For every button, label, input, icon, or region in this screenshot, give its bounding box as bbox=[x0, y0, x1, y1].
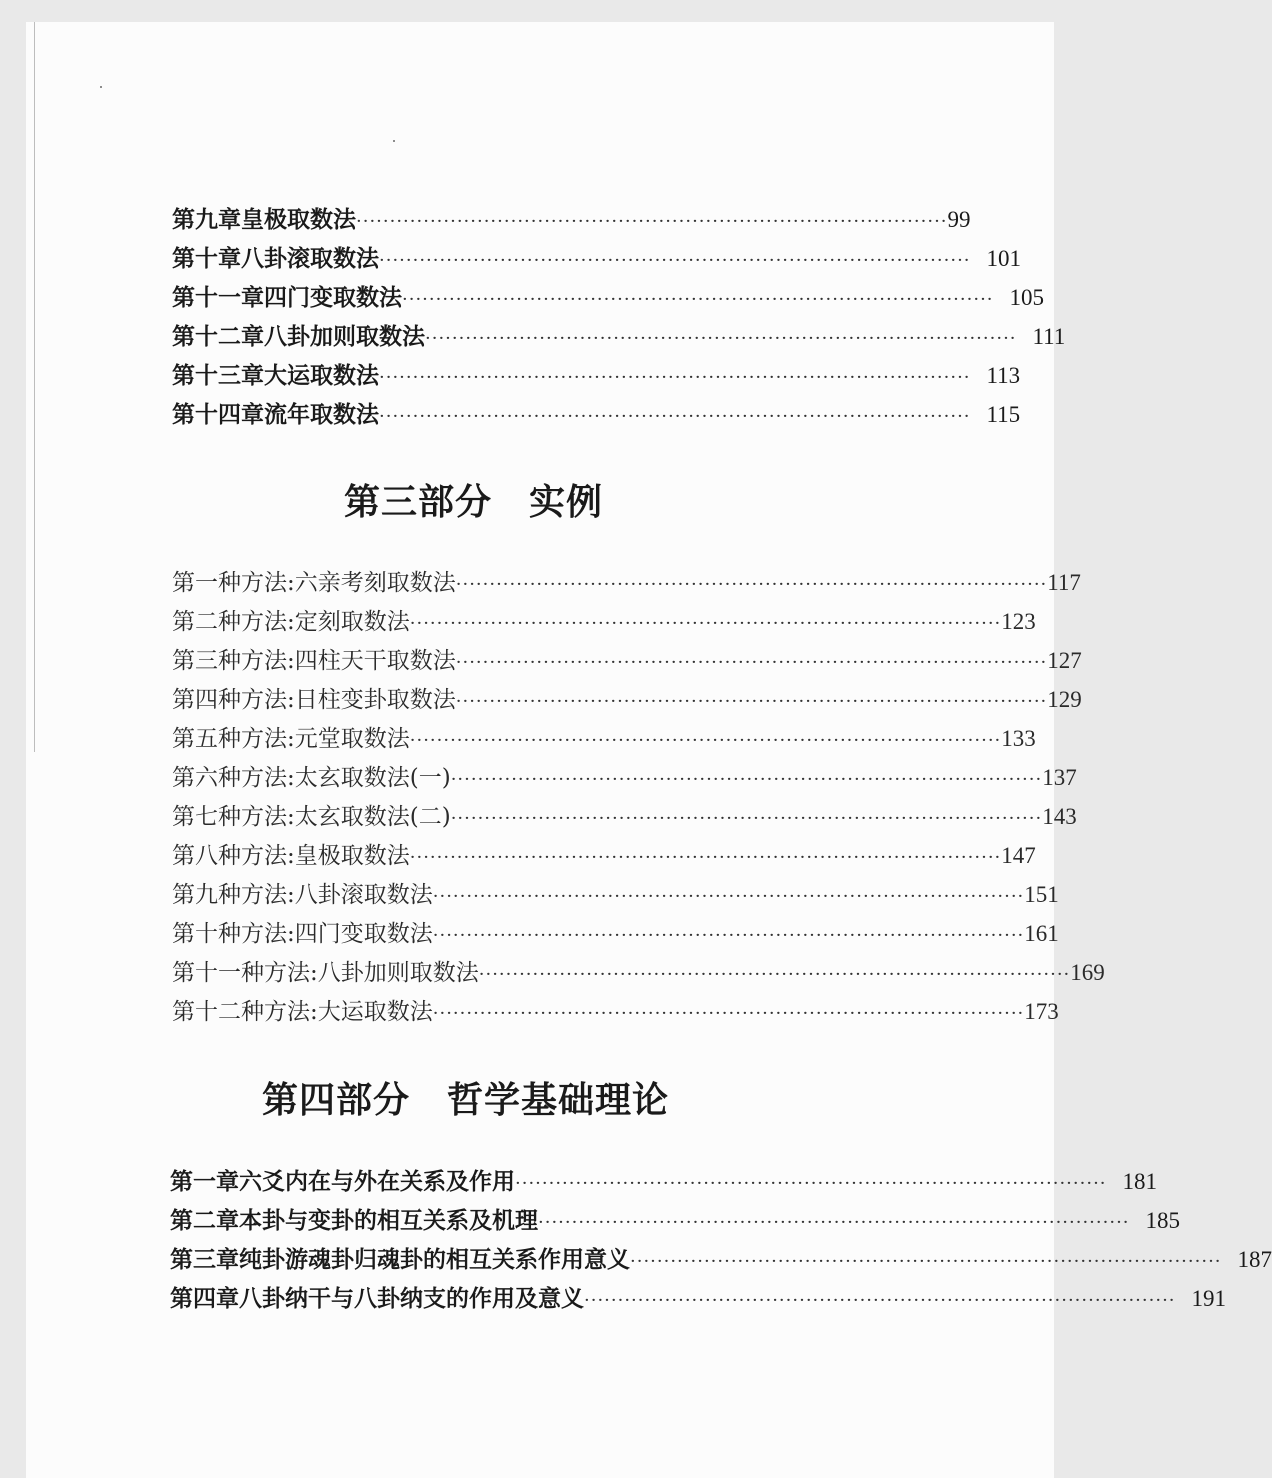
page-number: 117 bbox=[1047, 570, 1081, 595]
dot-leader: ························································································ bbox=[379, 250, 971, 271]
dot-leader: ························································································ bbox=[379, 367, 971, 388]
toc-entry[interactable] bbox=[172, 839, 1036, 873]
method-number: 第五种方法 bbox=[172, 726, 287, 752]
toc-entry[interactable] bbox=[170, 1243, 1272, 1277]
page-number: 147 bbox=[1001, 843, 1036, 868]
dot-leader: ························································································ bbox=[356, 211, 948, 232]
method-number: 第八种方法 bbox=[172, 843, 287, 869]
page-number: 169 bbox=[1070, 960, 1105, 985]
toc-entry[interactable] bbox=[172, 761, 1077, 795]
toc-entry[interactable] bbox=[172, 683, 1082, 717]
separator: : bbox=[287, 570, 295, 596]
method-number: 第七种方法 bbox=[172, 804, 287, 830]
method-number: 第四种方法 bbox=[172, 687, 287, 713]
chapter-number: 第二章 bbox=[170, 1208, 239, 1234]
page-number: 129 bbox=[1047, 687, 1082, 712]
method-number: 第三种方法 bbox=[172, 648, 287, 674]
page-number: 191 bbox=[1191, 1286, 1227, 1311]
toc-entry[interactable] bbox=[170, 1165, 1158, 1199]
separator: : bbox=[287, 609, 295, 635]
separator: : bbox=[287, 882, 295, 908]
scan-speck bbox=[100, 86, 102, 88]
chapter-number: 第四章 bbox=[170, 1286, 239, 1312]
toc-entry[interactable] bbox=[172, 566, 1081, 600]
method-number: 第六种方法 bbox=[172, 765, 287, 791]
chapter-number: 第一章 bbox=[170, 1169, 239, 1195]
dot-leader: ························································································ bbox=[450, 769, 1043, 790]
chapter-number: 第十二章 bbox=[172, 324, 264, 350]
page-number: 133 bbox=[1001, 726, 1036, 751]
method-title: 八卦滚取数法 bbox=[294, 882, 433, 908]
page-number: 127 bbox=[1047, 648, 1082, 673]
method-title: 六亲考刻取数法 bbox=[294, 570, 456, 596]
separator: : bbox=[310, 999, 318, 1025]
toc-entry[interactable] bbox=[172, 644, 1082, 678]
separator: : bbox=[287, 648, 295, 674]
toc-entry[interactable] bbox=[172, 956, 1105, 990]
chapter-title: 大运取数法 bbox=[264, 363, 379, 389]
page-number: 187 bbox=[1237, 1247, 1272, 1272]
chapter-number: 第十一章 bbox=[172, 285, 264, 311]
chapter-number: 第十三章 bbox=[172, 363, 264, 389]
separator: : bbox=[287, 687, 295, 713]
scan-edge-line bbox=[34, 22, 35, 752]
toc-entry[interactable] bbox=[172, 320, 1066, 354]
method-title: 太玄取数法(二) bbox=[294, 804, 451, 830]
method-number: 第十二种方法 bbox=[172, 999, 310, 1025]
page-number: 185 bbox=[1145, 1208, 1181, 1233]
method-title: 四门变取数法 bbox=[294, 921, 433, 947]
chapter-title: 六爻内在与外在关系及作用 bbox=[239, 1169, 515, 1195]
dot-leader: ························································································ bbox=[455, 652, 1048, 673]
page-number: 105 bbox=[1009, 285, 1045, 310]
page-number: 115 bbox=[986, 402, 1021, 427]
toc-entry[interactable] bbox=[172, 722, 1036, 756]
chapter-number: 第十四章 bbox=[172, 402, 264, 428]
page-number: 123 bbox=[1001, 609, 1036, 634]
dot-leader: ························································································ bbox=[432, 886, 1025, 907]
page-number: 111 bbox=[1032, 324, 1066, 349]
method-number: 第二种方法 bbox=[172, 609, 287, 635]
page-number: 137 bbox=[1042, 765, 1077, 790]
dot-leader: ························································································ bbox=[455, 691, 1048, 712]
method-title: 定刻取数法 bbox=[294, 609, 410, 635]
page-number: 161 bbox=[1024, 921, 1059, 946]
toc-entry[interactable] bbox=[172, 800, 1077, 834]
separator: : bbox=[287, 843, 295, 869]
chapter-title: 皇极取数法 bbox=[241, 207, 356, 233]
chapter-title: 本卦与变卦的相互关系及机理 bbox=[239, 1208, 538, 1234]
chapter-number: 第三章 bbox=[170, 1247, 239, 1273]
method-number: 第一种方法 bbox=[172, 570, 287, 596]
dot-leader: ························································································ bbox=[425, 328, 1017, 349]
dot-leader: ························································································ bbox=[409, 847, 1002, 868]
method-title: 日柱变卦取数法 bbox=[294, 687, 456, 713]
separator: : bbox=[287, 765, 295, 791]
toc-entry[interactable] bbox=[172, 917, 1059, 951]
page-number: 101 bbox=[986, 246, 1022, 271]
page-number: 173 bbox=[1024, 999, 1059, 1024]
chapter-title: 纯卦游魂卦归魂卦的相互关系作用意义 bbox=[239, 1247, 630, 1273]
method-number: 第九种方法 bbox=[172, 882, 287, 908]
chapter-title: 四门变取数法 bbox=[264, 285, 402, 311]
separator: : bbox=[287, 726, 295, 752]
toc-entry[interactable] bbox=[172, 605, 1036, 639]
chapter-title: 八卦纳干与八卦纳支的作用及意义 bbox=[239, 1286, 584, 1312]
method-title: 四柱天干取数法 bbox=[294, 648, 456, 674]
method-title: 大运取数法 bbox=[317, 999, 433, 1025]
method-number: 第十一种方法 bbox=[172, 960, 310, 986]
scan-speck bbox=[393, 140, 395, 142]
dot-leader: ························································································ bbox=[402, 289, 994, 310]
dot-leader: ························································································ bbox=[584, 1290, 1176, 1311]
page-number: 181 bbox=[1122, 1169, 1158, 1194]
page-number: 143 bbox=[1042, 804, 1077, 829]
toc-entry[interactable] bbox=[172, 242, 1022, 276]
page-number: 151 bbox=[1024, 882, 1059, 907]
separator: : bbox=[287, 804, 295, 830]
dot-leader: ························································································ bbox=[432, 1003, 1025, 1024]
section-heading-part-4: 第四部分 哲学基础理论 bbox=[262, 1080, 670, 1121]
dot-leader: ························································································ bbox=[379, 406, 971, 427]
chapter-title: 流年取数法 bbox=[264, 402, 379, 428]
method-title: 八卦加则取数法 bbox=[317, 960, 479, 986]
toc-entry[interactable] bbox=[172, 359, 1021, 393]
separator: : bbox=[310, 960, 318, 986]
dot-leader: ························································································ bbox=[478, 964, 1071, 985]
dot-leader: ························································································ bbox=[450, 808, 1043, 829]
toc-entry[interactable] bbox=[170, 1204, 1181, 1238]
toc-entry[interactable] bbox=[172, 203, 971, 237]
dot-leader: ························································································ bbox=[432, 925, 1025, 946]
toc-entry[interactable] bbox=[172, 995, 1059, 1029]
chapter-title: 八卦滚取数法 bbox=[241, 246, 379, 272]
page-number: 99 bbox=[947, 207, 971, 232]
dot-leader: ························································································ bbox=[409, 613, 1002, 634]
method-title: 元堂取数法 bbox=[294, 726, 410, 752]
dot-leader: ························································································ bbox=[538, 1212, 1130, 1233]
dot-leader: ························································································ bbox=[630, 1251, 1222, 1272]
separator: : bbox=[287, 921, 295, 947]
dot-leader: ························································································ bbox=[455, 574, 1048, 595]
method-title: 皇极取数法 bbox=[294, 843, 410, 869]
chapter-number: 第十章 bbox=[172, 246, 241, 272]
toc-entry[interactable] bbox=[170, 1282, 1227, 1316]
page-number: 113 bbox=[986, 363, 1021, 388]
chapter-number: 第九章 bbox=[172, 207, 241, 233]
dot-leader: ························································································ bbox=[515, 1173, 1107, 1194]
method-number: 第十种方法 bbox=[172, 921, 287, 947]
method-title: 太玄取数法(一) bbox=[294, 765, 451, 791]
chapter-title: 八卦加则取数法 bbox=[264, 324, 425, 350]
dot-leader: ························································································ bbox=[409, 730, 1002, 751]
section-heading-part-3: 第三部分 实例 bbox=[344, 482, 604, 523]
toc-entry[interactable] bbox=[172, 398, 1021, 432]
toc-entry[interactable] bbox=[172, 281, 1045, 315]
toc-entry[interactable] bbox=[172, 878, 1059, 912]
